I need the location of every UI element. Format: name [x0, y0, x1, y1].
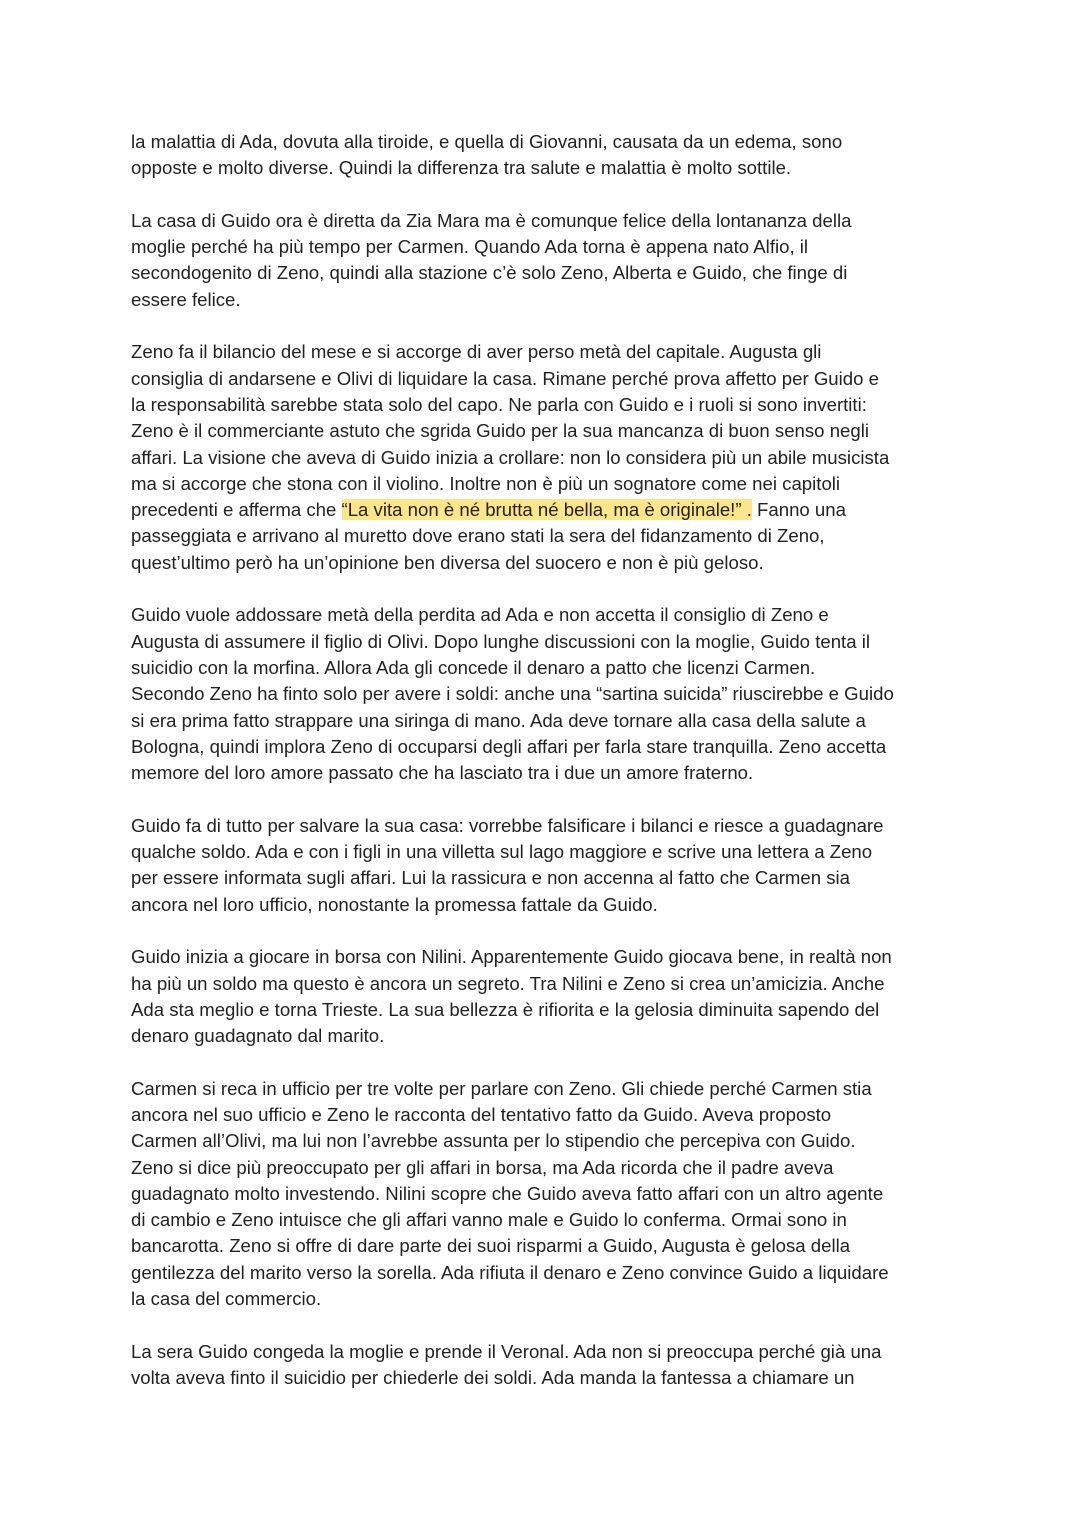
text-line: opposte e molto diverse. Quindi la differenza tra salute e malattia è molto sottile. [131, 157, 792, 179]
text-line: Guido vuole addossare metà della perdita ad Ada e non accetta il consiglio di Zeno e [131, 604, 829, 626]
paragraph-6 [131, 944, 961, 1049]
text-line: bancarotta. Zeno si offre di dare parte dei suoi risparmi a Guido, Augusta è gelosa della [131, 1235, 851, 1257]
text-before-highlight: precedenti e afferma che [131, 499, 342, 521]
text-line: volta aveva finto il suicidio per chiederle dei soldi. Ada manda la fantessa a chiamare un [131, 1366, 855, 1388]
text-line: Carmen si reca in ufficio per tre volte per parlare con Zeno. Gli chiede perché Carmen stia [131, 1077, 872, 1099]
text-line: La casa di Guido ora è diretta da Zia Mara ma è comunque felice della lontananza della [131, 209, 852, 231]
document-page [131, 129, 961, 1418]
text-line: memore del loro amore passato che ha lasciato tra i due un amore fraterno. [131, 762, 754, 784]
text-line-with-highlight [131, 497, 961, 523]
text-line: Zeno si dice più preoccupato per gli affari in borsa, ma Ada ricorda che il padre aveva [131, 1156, 834, 1178]
text-line: Guido inizia a giocare in borsa con Nilini. Apparentemente Guido giocava bene, in realtà non [131, 946, 892, 968]
text-line: la malattia di Ada, dovuta alla tiroide, e quella di Giovanni, causata da un edema, sono [131, 131, 843, 152]
text-after-highlight: Fanno una [751, 499, 846, 521]
text-line: la responsabilità sarebbe stata solo del capo. Ne parla con Guido e i ruoli si sono invertiti: [131, 393, 867, 415]
text-line: ancora nel suo ufficio e Zeno le racconta del tentativo fatto da Guido. Aveva proposto [131, 1103, 832, 1125]
text-line: ancora nel loro ufficio, nonostante la promessa fattale da Guido. [131, 893, 658, 915]
paragraph-2 [131, 208, 961, 313]
paragraph-4 [131, 602, 961, 786]
text-line: passeggiata e arrivano al muretto dove erano stati la sera del fidanzamento di Zeno, [131, 525, 825, 547]
text-line: qualche soldo. Ada e con i figli in una villetta sul lago maggiore e scrive una lettera a Zeno [131, 841, 873, 863]
paragraph-3 [131, 339, 961, 576]
highlighted-quote: “La vita non è né brutta né bella, ma è originale!” . [341, 499, 752, 521]
text-line: Ada sta meglio e torna Trieste. La sua bellezza è rifiorita e la gelosia diminuita sapendo del [131, 998, 880, 1020]
text-line: di cambio e Zeno intuisce che gli affari vanno male e Guido lo conferma. Ormai sono in [131, 1209, 847, 1231]
paragraph-5 [131, 813, 961, 918]
text-line: moglie perché ha più tempo per Carmen. Quando Ada torna è appena nato Alfio, il [131, 236, 809, 258]
text-line: Augusta di assumere il figlio di Olivi. Dopo lunghe discussioni con la moglie, Guido tenta il [131, 630, 870, 652]
text-line: quest’ultimo però ha un’opinione ben diversa del suocero e non è più geloso. [131, 551, 764, 573]
text-line: si era prima fatto strappare una siringa di mano. Ada deve tornare alla casa della salute a [131, 709, 866, 731]
text-line: Zeno fa il bilancio del mese e si accorge di aver perso metà del capitale. Augusta gli [131, 341, 822, 363]
text-line: ha più un soldo ma questo è ancora un segreto. Tra Nilini e Zeno si crea un’amicizia. Anche [131, 972, 885, 994]
text-line: per essere informata sugli affari. Lui la rassicura e non accenna al fatto che Carmen sia [131, 867, 850, 889]
text-line: secondogenito di Zeno, quindi alla stazione c’è solo Zeno, Alberta e Guido, che finge di [131, 262, 848, 284]
paragraph-8 [131, 1339, 961, 1392]
text-line: guadagnato molto investendo. Nilini scopre che Guido aveva fatto affari con un altro agente [131, 1182, 884, 1204]
text-line: consiglia di andarsene e Olivi di liquidare la casa. Rimane perché prova affetto per Guido e [131, 367, 879, 389]
text-line: La sera Guido congeda la moglie e prende il Veronal. Ada non si preoccupa perché già una [131, 1340, 882, 1362]
text-line: affari. La visione che aveva di Guido inizia a crollare: non lo considera più un abile musicista [131, 446, 890, 468]
text-line: Bologna, quindi implora Zeno di occuparsi degli affari per farla stare tranquilla. Zeno accetta [131, 735, 887, 757]
text-line: Guido fa di tutto per salvare la sua casa: vorrebbe falsificare i bilanci e riesce a guadagnare [131, 814, 884, 836]
text-line: gentilezza del marito verso la sorella. Ada rifiuta il denaro e Zeno convince Guido a liquidare [131, 1261, 889, 1283]
text-line: Secondo Zeno ha finto solo per avere i soldi: anche una “sartina suicida” riuscirebbe e Guido [131, 683, 894, 705]
text-line: suicidio con la morfina. Allora Ada gli concede il denaro a patto che licenzi Carmen. [131, 656, 816, 678]
paragraph-7 [131, 1076, 961, 1313]
paragraph-1 [131, 129, 961, 182]
text-line: ma si accorge che stona con il violino. Inoltre non è più un sognatore come nei capitoli [131, 472, 841, 494]
text-line: denaro guadagnato dal marito. [131, 1025, 385, 1047]
text-line: essere felice. [131, 288, 241, 310]
text-line: Zeno è il commerciante astuto che sgrida Guido per la sua mancanza di buon senso negli [131, 420, 869, 442]
text-line: Carmen all’Olivi, ma lui non l’avrebbe assunta per lo stipendio che percepiva con Guido. [131, 1130, 856, 1152]
text-line: la casa del commercio. [131, 1288, 322, 1310]
